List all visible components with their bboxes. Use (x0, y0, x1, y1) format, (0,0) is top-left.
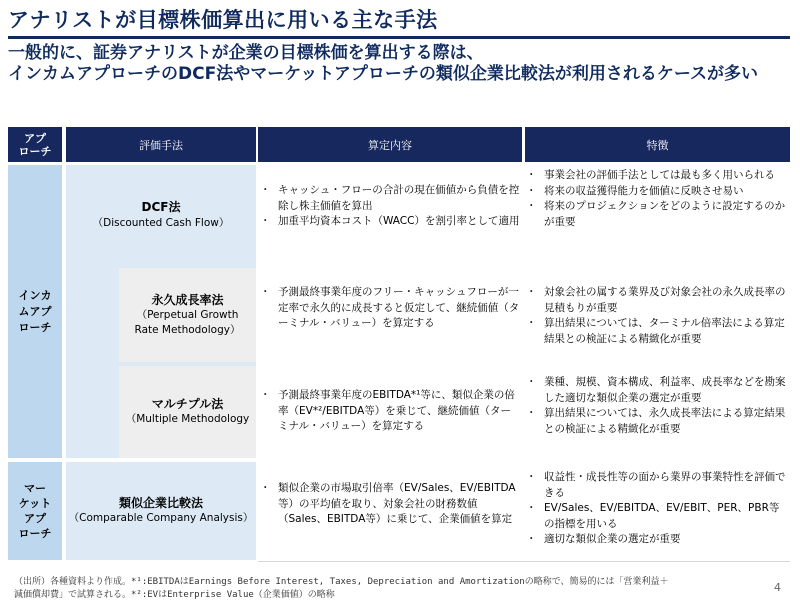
header-calculation: 算定内容 (258, 127, 522, 162)
method-perpetual-growth (119, 268, 256, 362)
method-perpetual-name: 永久成長率法 (151, 292, 224, 307)
method-perpetual-english-2: Rate Methodology） (134, 323, 241, 336)
calc-perpetual-list (262, 285, 520, 332)
page-number: 4 (774, 581, 781, 594)
list-item: ・ 事業会社の評価手法としては最も多く用いられる (528, 168, 788, 184)
features-perpetual-list (528, 285, 788, 347)
approach-income-line: インカ (18, 288, 52, 302)
header-approach-line2: ローチ (18, 144, 52, 158)
page-subtitle (8, 43, 758, 85)
method-multiple-name: マルチプル法 (151, 397, 224, 411)
approach-market-line: マー (24, 482, 46, 495)
approach-income-line: ムアプ (18, 304, 52, 318)
calc-multiple-list (262, 388, 520, 435)
table-bottom-divider (258, 561, 790, 562)
method-perpetual-english-1: （Perpetual Growth (136, 308, 239, 321)
list-item: ・ 予測最終事業年度のフリー・キャッシュフローが一定率で永久的に成長すると仮定して、継続価値（ターミナル・バリュー）を算定する (262, 285, 520, 332)
list-item: ・ 算出結果については、永久成長率法による算定結果との検証による精緻化が重要 (528, 406, 788, 437)
list-item: ・ 業種、規模、資本構成、利益率、成長率などを勘案した適切な類似企業の選定が重要 (528, 375, 788, 406)
calc-comparable-list (262, 481, 520, 528)
method-dcf-english: （Discounted Cash Flow） (92, 217, 230, 229)
list-item: ・ 適切な類似企業の選定が重要 (528, 532, 788, 548)
header-features: 特徴 (525, 127, 790, 162)
approach-market-line: ケット (18, 497, 52, 510)
subtitle-line-2: インカムアプローチのDCF法やマーケットアプローチの類似企業比較法が利用されるケースが多い (8, 64, 758, 84)
method-comparable-english: （Comparable Company Analysis） (68, 512, 254, 524)
list-item: ・ EV/Sales、EV/EBITDA、EV/EBIT、PER、PBR等の指標を用いる (528, 501, 788, 532)
approach-income-line: ローチ (18, 320, 52, 334)
approach-market-line: ローチ (18, 527, 52, 540)
calc-dcf-list (262, 183, 520, 230)
subtitle-line-1: 一般的に、証券アナリストが企業の目標株価を算出する際は、 (8, 43, 484, 63)
features-comparable-list (528, 470, 788, 548)
approach-market-line: アプ (24, 512, 46, 525)
page-title: アナリストが目標株価算出に用いる主な手法 (8, 8, 438, 32)
list-item: ・ 対象会社の属する業界及び対象会社の永久成長率の見積もりが重要 (528, 285, 788, 316)
method-dcf-name: DCF法 (141, 200, 181, 214)
approach-market (8, 462, 62, 560)
list-item: ・ 加重平均資本コスト（WACC）を割引率として適用 (262, 214, 520, 230)
method-dcf (66, 165, 256, 265)
method-comparable (66, 462, 256, 560)
list-item: ・ 収益性・成長性等の面から業界の事業特性を評価できる (528, 470, 788, 501)
footnote-line-1: （出所）各種資料より作成。*¹:EBITDAはEarnings Before Interest, Taxes, Depreciation and Amortizationの略称で、簡易的には「営業利益＋ (14, 577, 669, 587)
header-method: 評価手法 (66, 127, 256, 162)
list-item: ・ 将来のプロジェクションをどのように設定するのかが重要 (528, 199, 788, 230)
list-item: ・ 類似企業の市場取引倍率（EV/Sales、EV/EBITDA等）の平均値を取り、対象会社の財務数値（Sales、EBITDA等）に乗じて、企業価値を算定 (262, 481, 520, 528)
footnote-line-2: 減価償却費」で試算される。*²:EVはEnterprise Value（企業価値）の略称 (14, 590, 335, 600)
list-item: ・ キャッシュ・フローの合計の現在価値から負債を控除し株主価値を算出 (262, 183, 520, 214)
header-approach (8, 127, 62, 162)
title-divider (8, 36, 790, 39)
method-multiple (119, 366, 256, 458)
list-item: ・ 算出結果については、ターミナル倍率法による算定結果との検証による精緻化が重要 (528, 316, 788, 347)
features-multiple-list (528, 375, 788, 437)
footnote (14, 576, 669, 602)
list-item: ・ 将来の収益獲得能力を価値に反映させ易い (528, 184, 788, 200)
method-comparable-name: 類似企業比較法 (118, 496, 203, 510)
header-approach-line1: アプ (24, 131, 46, 145)
list-item: ・ 予測最終事業年度のEBITDA*¹等に、類似企業の倍率（EV*²/EBITDA等）を乗じて、継続価値（ターミナル・バリュー）を算定する (262, 388, 520, 435)
method-multiple-english: （Multiple Methodology (125, 413, 250, 425)
approach-income (8, 165, 62, 458)
features-dcf-list (528, 168, 788, 230)
